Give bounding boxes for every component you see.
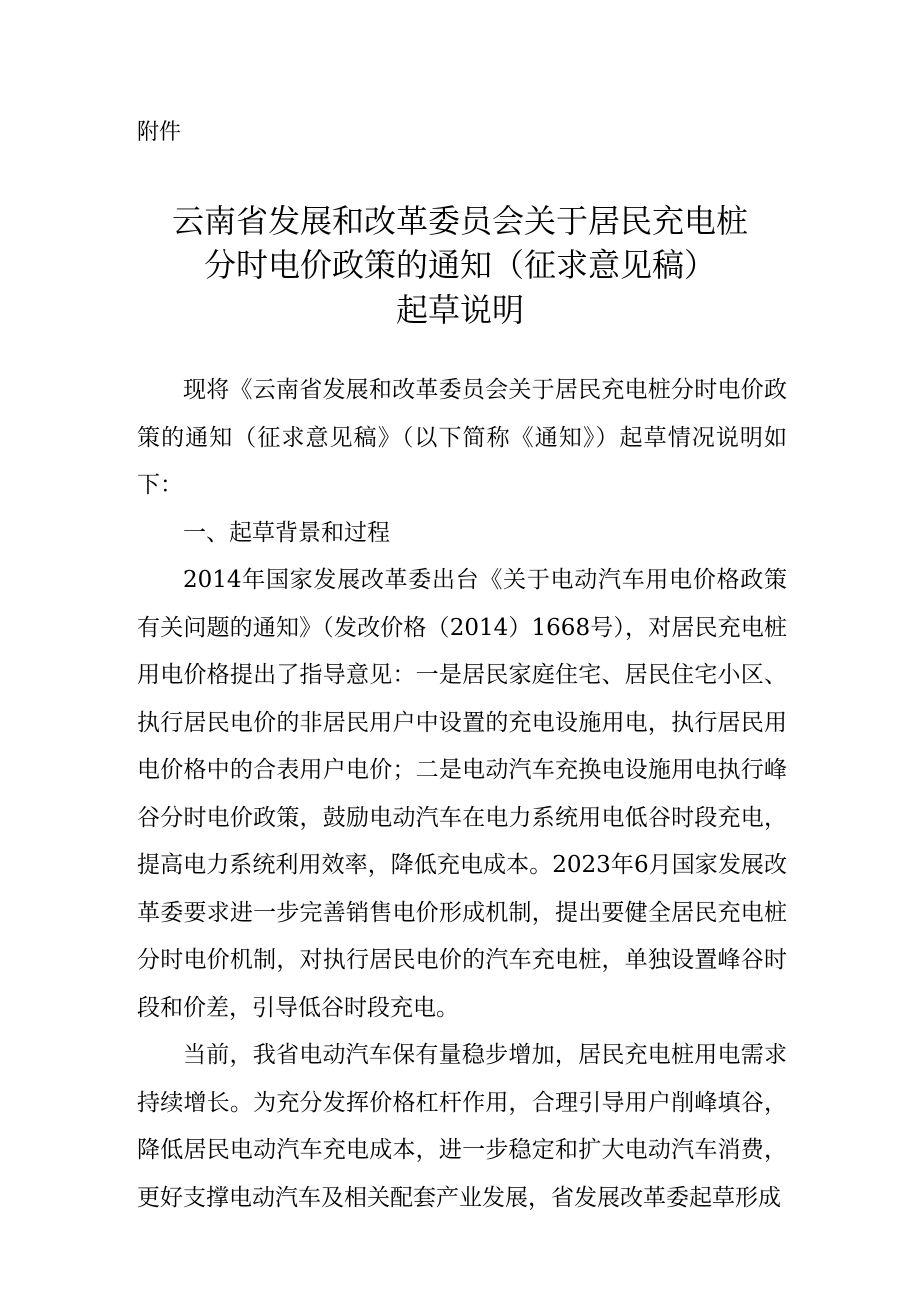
attachment-label: 附件 (137, 120, 182, 145)
document-title-line-1: 云南省发展和改革委员会关于居民充电桩 (171, 202, 748, 240)
intro-paragraph: 现将《云南省发展和改革委员会关于居民充电桩分时电价政策的通知（征求意见稿》（以下简称《通知》）起草情况说明如下： (137, 377, 787, 498)
document-title-line-2: 分时电价政策的通知（征求意见稿） (203, 246, 716, 284)
current-status-paragraph: 当前，我省电动汽车保有量稳步增加，居民充电桩用电需求持续增长。为充分发挥价格杠杆作用，合理引导用户削峰填谷，降低居民电动汽车充电成本，进一步稳定和扩大电动汽车消费，更好支撑电动汽车及相关配套产业发展，省发展改革委起草形成 (137, 1042, 787, 1211)
background-paragraph: 2014年国家发展改革委出台《关于电动汽车用电价格政策有关问题的通知》（发改价格（2014）1668号），对居民充电桩用电价格提出了指导意见：一是居民家庭住宅、居民住宅小区、执行居民电价的非居民用户中设置的充电设施用电，执行居民用电价格中的合表用户电价；二是电动汽车充换电设施用电执行峰谷分时电价政策，鼓励电动汽车在电力系统用电低谷时段充电，提高电力系统利用效率，降低充电成本。2023年6月国家发展改革委要求进一步完善销售电价形成机制，提出要健全居民充电桩分时电价机制，对执行居民电价的汽车充电桩，单独设置峰谷时段和价差，引导低谷时段充电。 (137, 567, 787, 1021)
document-body (137, 367, 787, 1222)
section-heading-1: 一、起草背景和过程 (183, 519, 390, 546)
document-title-line-3: 起草说明 (395, 291, 524, 329)
